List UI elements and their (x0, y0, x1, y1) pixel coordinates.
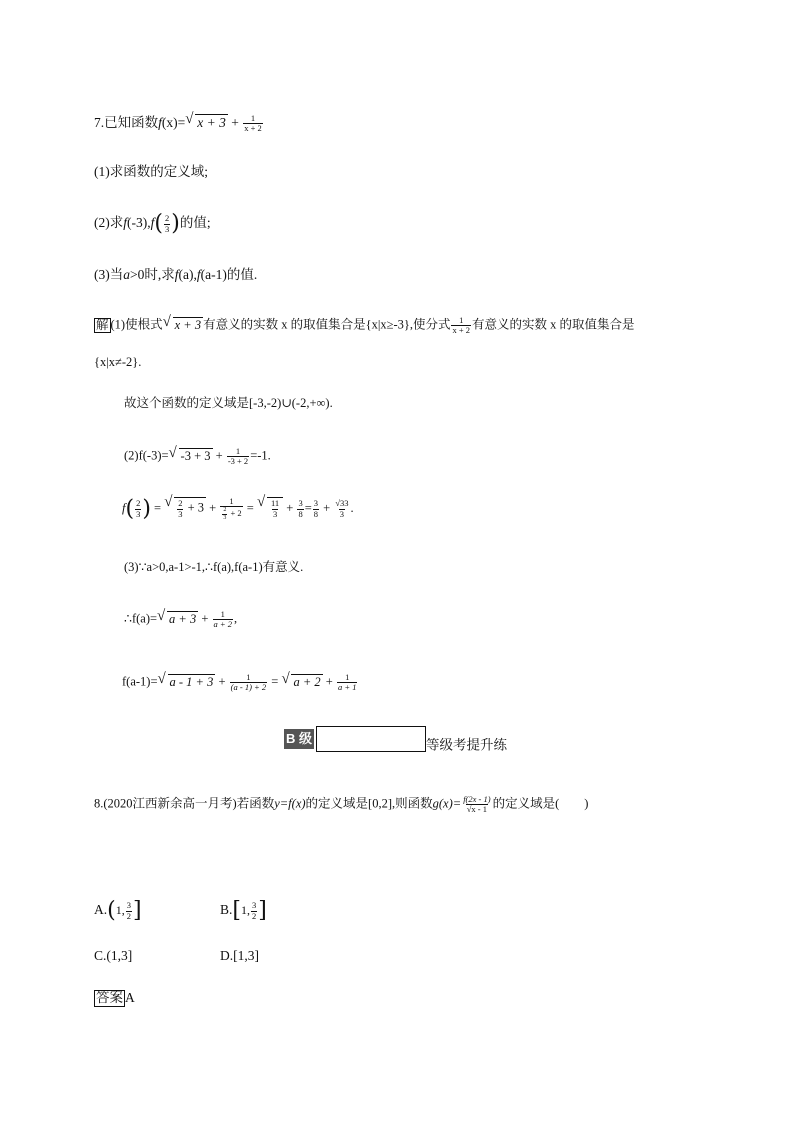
level-header (284, 726, 507, 752)
solution-line7: ∴f(a)= √ a + 3 + $\frac{1}{a + 2}$ , (124, 607, 238, 630)
solution-line1: 解 (1)使根式 √ x + 3 有意义的实数 x 的取值集合是{x|x≥-3},使分式 $\frac{1}{x + 2}$ 有意义的实数 x 的取值集合是 (96, 313, 635, 336)
sqrt: √ x + 3 (185, 111, 226, 130)
level-title: 等级考提升练 (426, 737, 507, 753)
q7-stem: 7.已知函数f(x)= √ x + 3 + $\frac{1}{x + 2}$ (94, 111, 262, 134)
solution-line2: {x|x≠-2}. (94, 355, 142, 369)
answer-value: A (125, 990, 135, 1005)
q8-answer (94, 990, 135, 1007)
q7-prefix: 7.已知函数 (94, 115, 159, 130)
solution-label: 解 (96, 317, 109, 332)
solution-line4: (2)f(-3)= √ -3 + 3 + $\frac{1}{-3 + 2}$ =-1. (124, 444, 271, 467)
q8-option-c: C.(1,3] (94, 948, 133, 963)
level-blank-box (316, 726, 426, 752)
solution-line6: (3)∵a>0,a-1>-1,∴f(a),f(a-1)有意义. (124, 560, 304, 574)
q8-option-b: B.[1, $\frac{3}{2}$ ] (220, 898, 267, 923)
q8-option-a: A.(1, $\frac{3}{2}$ ] (94, 898, 142, 923)
solution-line3: 故这个函数的定义域是[-3,-2)∪(-2,+∞). (124, 396, 333, 410)
q8-stem: 8.(2020江西新余高一月考)若函数y=f(x)的定义域是[0,2],则函数g(x)= $\frac{f(2x - 1)}{√x - 1}$ 的定义域是( ) (94, 794, 589, 815)
q7-part2: (2)求f(-3),f( $\frac{2}{3}$ )的值; (94, 211, 211, 236)
solution-line8: f(a-1)= √ a - 1 + 3 + $\frac{1}{(a - 1) + 2}$ = √ a + 2 + $\frac{1}{a + 1}$ (122, 670, 357, 693)
q8-option-d: D.[1,3] (220, 948, 259, 963)
solution-line5: f( $\frac{2}{3}$ ) = √ $\frac{2}{3}$ + 3 + 1 $\frac{2}{3}$ + 2 = √ $\frac{11}{3}$ + $\frac{3}{8}$ = $\frac{3}{8}$ + $\frac{√33}{3}$ . (122, 494, 354, 522)
q7-part3: (3)当a>0时,求f(a),f(a-1)的值. (94, 267, 258, 282)
fraction: $\frac{1}{x + 2}$ (244, 113, 262, 134)
q7-part1: (1)求函数的定义域; (94, 164, 208, 179)
level-badge: B 级 (284, 729, 314, 749)
answer-label: 答案 (96, 990, 123, 1005)
